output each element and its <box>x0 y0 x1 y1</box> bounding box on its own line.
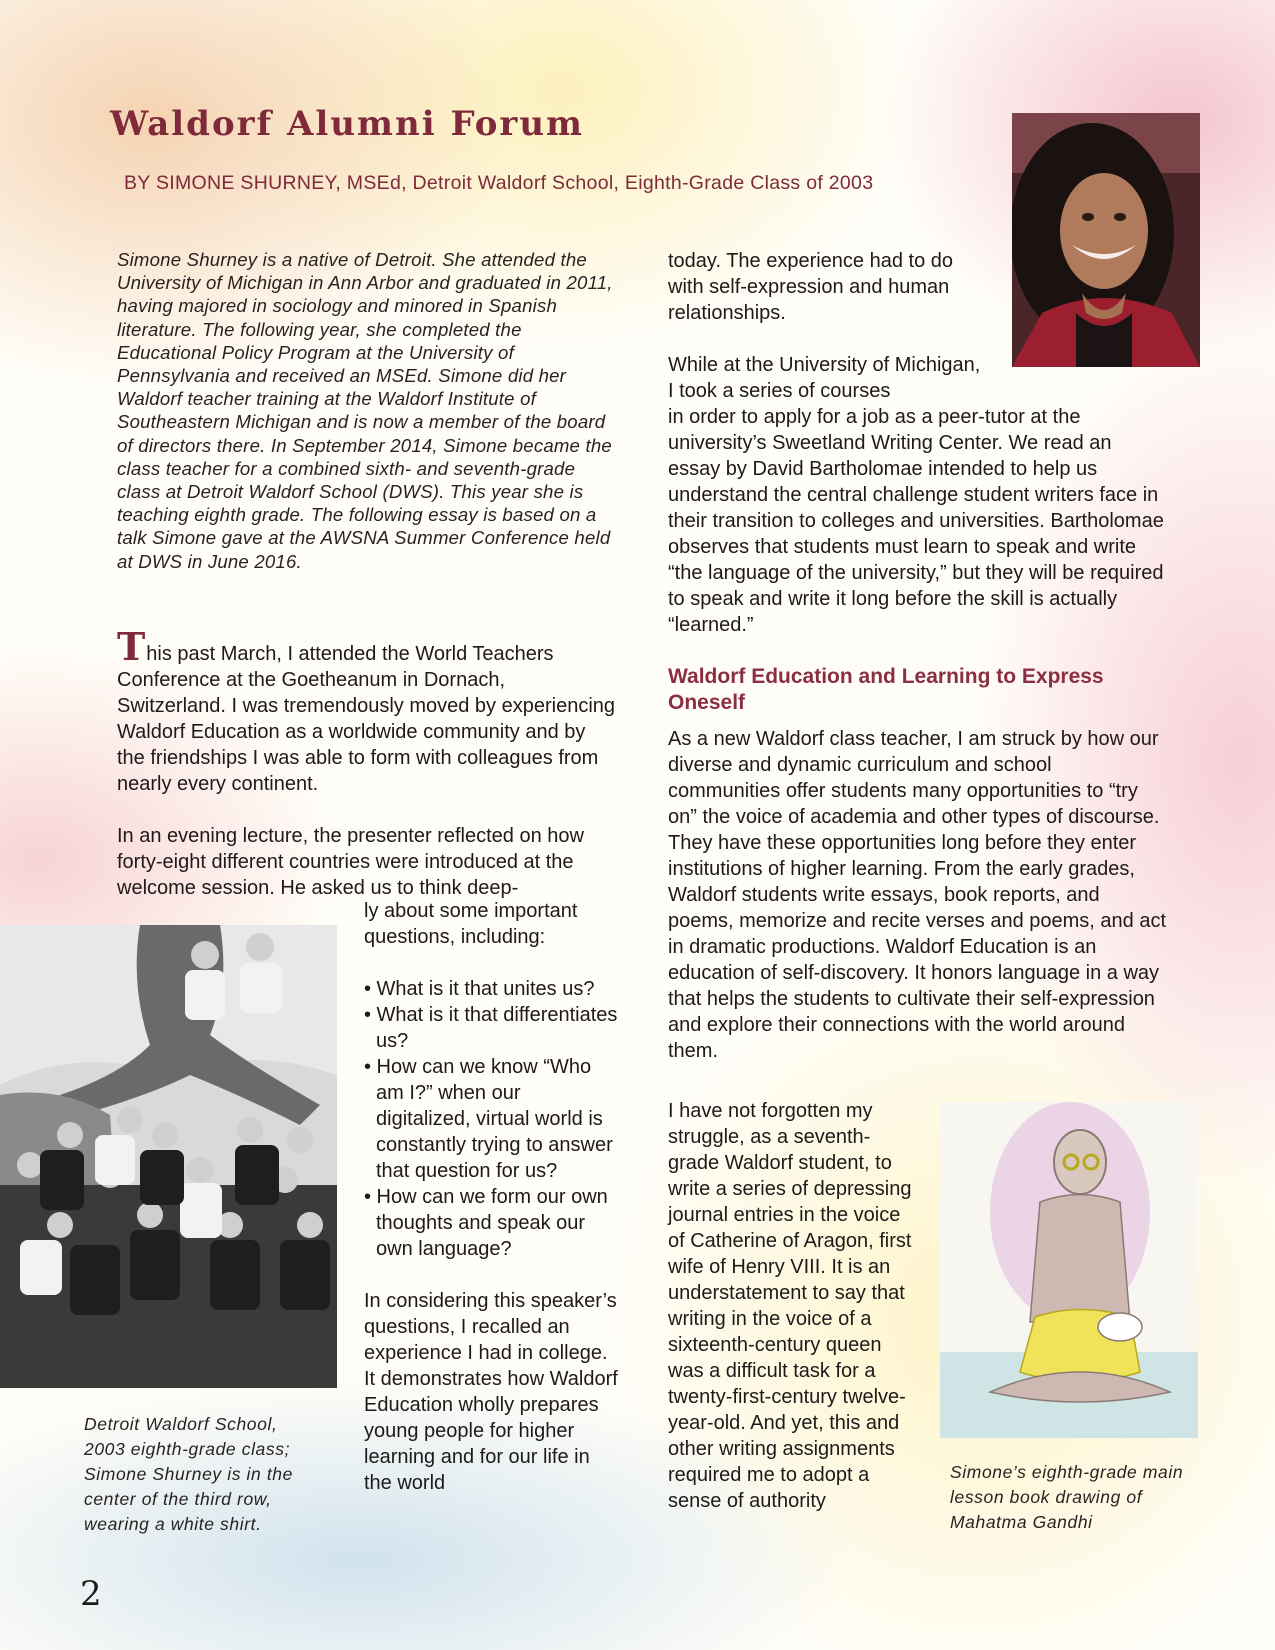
paragraph <box>668 352 1168 638</box>
paragraph-text: While at the University of Michigan, I took a series of courses <box>668 354 981 402</box>
author-bio: Simone Shurney is a native of Detroit. She attended the University of Michigan in Ann Arbor and graduated in 2011, having majored in sociology and minored in Spanish literature. The following year, she completed the Educational Policy Program at the University of Pennsylvania and received an MSEd. Simone did her Waldorf teacher training at the Waldorf Institute of Southeastern Michigan and is now a member of the board of directors there. In September 2014, Simone became the class teacher for a combined sixth- and seventh-grade class at Detroit Waldorf School (DWS). This year she is teaching eighth grade. The following essay is based on a talk Simone gave at the AWSNA Summer Conference held at DWS in June 2016. <box>117 249 613 572</box>
opening-paragraph-text: his past March, I attended the World Teachers Conference at the Goetheanum in Dornach, Switzerland. I was tremendously moved by experiencing Waldorf Education as a worldwide community and by the friendships I was able to form with colleagues from nearly every continent. <box>117 643 616 795</box>
question-list <box>364 976 620 1262</box>
paragraph: In an evening lecture, the presenter reflected on how forty-eight different countries were introduced at the welcome session. He asked us to think deep- <box>117 825 584 899</box>
drop-cap: T <box>117 624 146 669</box>
opening-paragraph <box>117 624 617 797</box>
paragraph: ly about some important questions, including: <box>364 900 578 948</box>
class-photo <box>0 925 337 1388</box>
right-column-lower <box>668 1098 918 1514</box>
article-title: Waldorf Alumni Forum <box>110 104 585 144</box>
paragraph: In considering this speaker’s questions, I recalled an experience I had in college. It demonstrates how Waldorf Education wholly prepares young people for higher learning and for our life in the world <box>364 1290 618 1494</box>
page-number: 2 <box>80 1574 102 1614</box>
paragraph-text: in order to apply for a job as a peer-tutor at the university’s Sweetland Writing Center. We read an essay by David Bartholomae intended to help us understand the central challenge student writers face in their transition to colleges and universities. Bartholomae observes that students must learn to speak and write “the language of the university,” but they will be required to speak and write it long before the skill is actually “learned.” <box>668 406 1164 636</box>
author-byline: BY SIMONE SHURNEY, MSEd, Detroit Waldorf School, Eighth-Grade Class of 2003 <box>124 172 874 194</box>
list-item: • How can we know “Who am I?” when our digitalized, virtual world is constantly trying to answer that question for us? <box>364 1056 613 1182</box>
drawing-caption: Simone’s eighth-grade main lesson book drawing of Mahatma Gandhi <box>950 1462 1184 1532</box>
paragraph: I have not forgotten my struggle, as a seventh-grade Waldorf student, to write a series of depressing journal entries in the voice of Catherine of Aragon, first wife of Henry VIII. It is an understatement to say that writing in the voice of a sixteenth-century queen was a difficult task for a twenty-first-century twelve-year-old. And yet, this and other writing assignments required me to adopt a sense of authority <box>668 1100 912 1512</box>
left-column <box>117 624 617 901</box>
right-column <box>668 248 1168 1064</box>
section-heading: Waldorf Education and Learning to Express Oneself <box>668 665 1104 714</box>
list-item: • How can we form our own thoughts and speak our own language? <box>364 1186 608 1260</box>
class-photo-caption: Detroit Waldorf School, 2003 eighth-grade class; Simone Shurney is in the center of the third row, wearing a white shirt. <box>84 1414 293 1534</box>
paragraph: As a new Waldorf class teacher, I am struck by how our diverse and dynamic curriculum and school communities offer students many opportunities to “try on” the voice of academia and other types of discourse. They have these opportunities long before they enter institutions of higher learning. From the early grades, Waldorf students write essays, book reports, and poems, memorize and recite verses and poems, and act in dramatic productions. Waldorf Education is an education of self-discovery. It honors language in a way that helps the students to cultivate their self-expression and explore their connections with the world around them. <box>668 728 1167 1062</box>
list-item: • What is it that unites us? <box>364 978 595 1000</box>
paragraph: today. The experience had to do with self-expression and human relationships. <box>668 250 954 324</box>
gandhi-drawing <box>940 1102 1198 1438</box>
middle-column <box>364 898 620 1496</box>
list-item: • What is it that differentiates us? <box>364 1004 618 1052</box>
